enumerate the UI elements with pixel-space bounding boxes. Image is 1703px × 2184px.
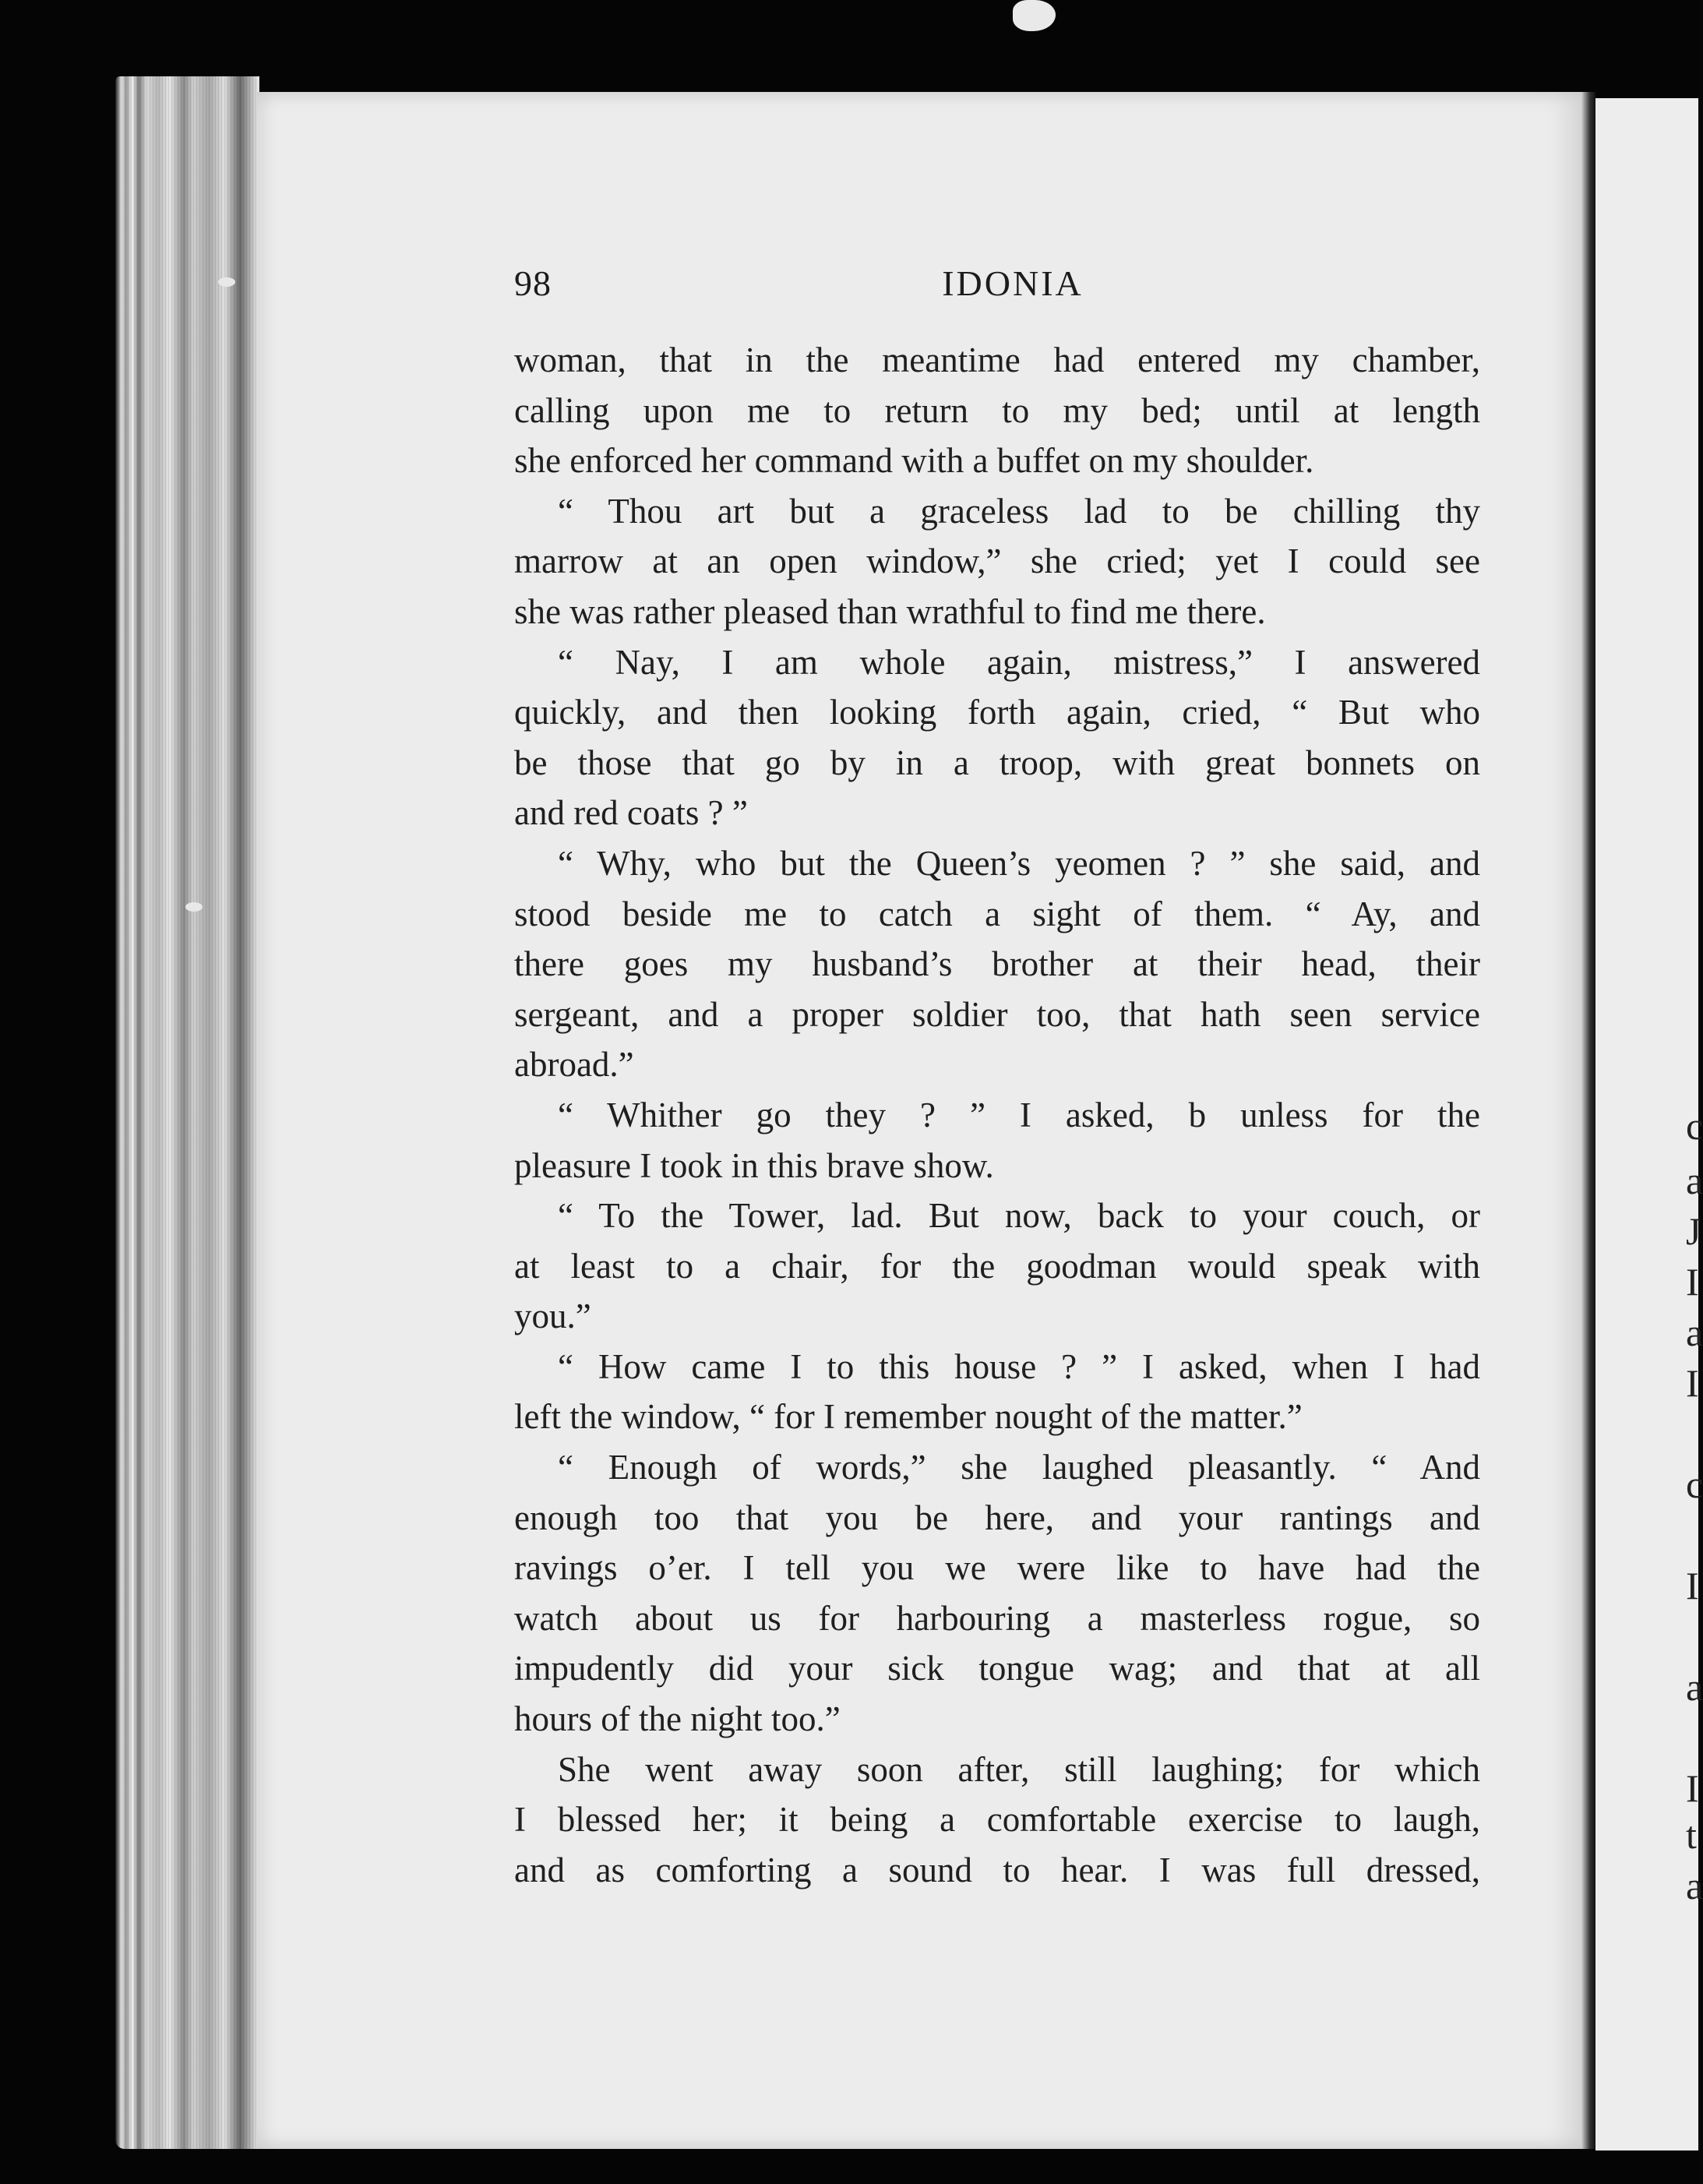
- book-gutter: [1581, 92, 1595, 2149]
- book-page-edges: [115, 76, 259, 2149]
- text-line: enough too that you be here, and your rantings and: [514, 1498, 1480, 1537]
- text-line: “ Why, who but the Queen’s yeomen ? ” she said, and: [558, 843, 1480, 883]
- text-line: I blessed her; it being a comfortable exercise to laugh,: [514, 1800, 1480, 1840]
- right-page-letter-fragment: a: [1686, 1864, 1703, 1907]
- right-page-letter-fragment: a: [1686, 1159, 1703, 1202]
- right-page-letter-fragment: I: [1686, 1564, 1699, 1607]
- right-page-letter-fragment: a: [1686, 1665, 1703, 1709]
- text-line: left the window, “ for I remember nought of the matter.”: [514, 1397, 1303, 1437]
- text-line: you.”: [514, 1297, 591, 1336]
- text-line: impudently did your sick tongue wag; and that at all: [514, 1649, 1480, 1688]
- text-line: She went away soon after, still laughing; for which: [558, 1749, 1480, 1789]
- right-page-letter-fragment: c: [1686, 1104, 1703, 1148]
- text-line: calling upon me to return to my bed; until at length: [514, 390, 1480, 430]
- right-page-letter-fragment: t: [1686, 1813, 1697, 1857]
- text-line: be those that go by in a troop, with great bonnets on: [514, 743, 1480, 782]
- text-line: marrow at an open window,” she cried; yet I could see: [514, 542, 1480, 581]
- edge-mark: [218, 277, 235, 287]
- right-page-letter-fragment: I: [1686, 1260, 1699, 1304]
- edge-mark: [185, 902, 203, 912]
- text-line: hours of the night too.”: [514, 1699, 841, 1739]
- text-line: stood beside me to catch a sight of them. “ Ay, and: [514, 894, 1480, 933]
- text-line: she was rather pleased than wrathful to find me there.: [514, 591, 1266, 631]
- text-line: at least to a chair, for the goodman would speak with: [514, 1246, 1480, 1286]
- text-line: “ To the Tower, lad. But now, back to your couch, or: [558, 1196, 1480, 1236]
- text-line: watch about us for harbouring a masterless rogue, so: [514, 1598, 1480, 1638]
- text-line: sergeant, and a proper soldier too, that hath seen service: [514, 994, 1480, 1034]
- text-line: and red coats ? ”: [514, 793, 748, 833]
- right-page-letter-fragment: J: [1686, 1209, 1701, 1253]
- right-page-letter-fragment: c: [1686, 1462, 1703, 1506]
- page-number: 98: [514, 263, 552, 303]
- scan-bottom-edge: [0, 2150, 1698, 2184]
- text-line: “ Thou art but a graceless lad to be chilling thy: [558, 491, 1480, 531]
- right-page-sliver: [1595, 98, 1698, 2155]
- text-line: “ Enough of words,” she laughed pleasantly. “ And: [558, 1448, 1480, 1487]
- running-title: IDONIA: [942, 263, 1084, 303]
- text-line: abroad.”: [514, 1045, 634, 1085]
- text-line: “ Whither go they ? ” I asked, b unless for the: [558, 1095, 1480, 1134]
- text-line: pleasure I took in this brave show.: [514, 1145, 994, 1185]
- text-line: woman, that in the meantime had entered my chamber,: [514, 340, 1480, 379]
- text-line: she enforced her command with a buffet on my shoulder.: [514, 441, 1314, 481]
- text-line: ravings o’er. I tell you we were like to have had the: [514, 1548, 1480, 1588]
- text-line: quickly, and then looking forth again, cried, “ But who: [514, 693, 1480, 732]
- page-header: [514, 263, 1480, 309]
- text-line: “ How came I to this house ? ” I asked, when I had: [558, 1346, 1480, 1386]
- text-line: and as comforting a sound to hear. I was full dressed,: [514, 1850, 1480, 1889]
- right-page-letter-fragment: I: [1686, 1361, 1699, 1405]
- right-page-letter-fragment: I: [1686, 1766, 1699, 1810]
- text-line: there goes my husband’s brother at their head, their: [514, 944, 1480, 984]
- right-page-letter-fragment: a: [1686, 1311, 1703, 1354]
- text-line: “ Nay, I am whole again, mistress,” I answered: [558, 642, 1480, 682]
- body-text: [514, 335, 1480, 1895]
